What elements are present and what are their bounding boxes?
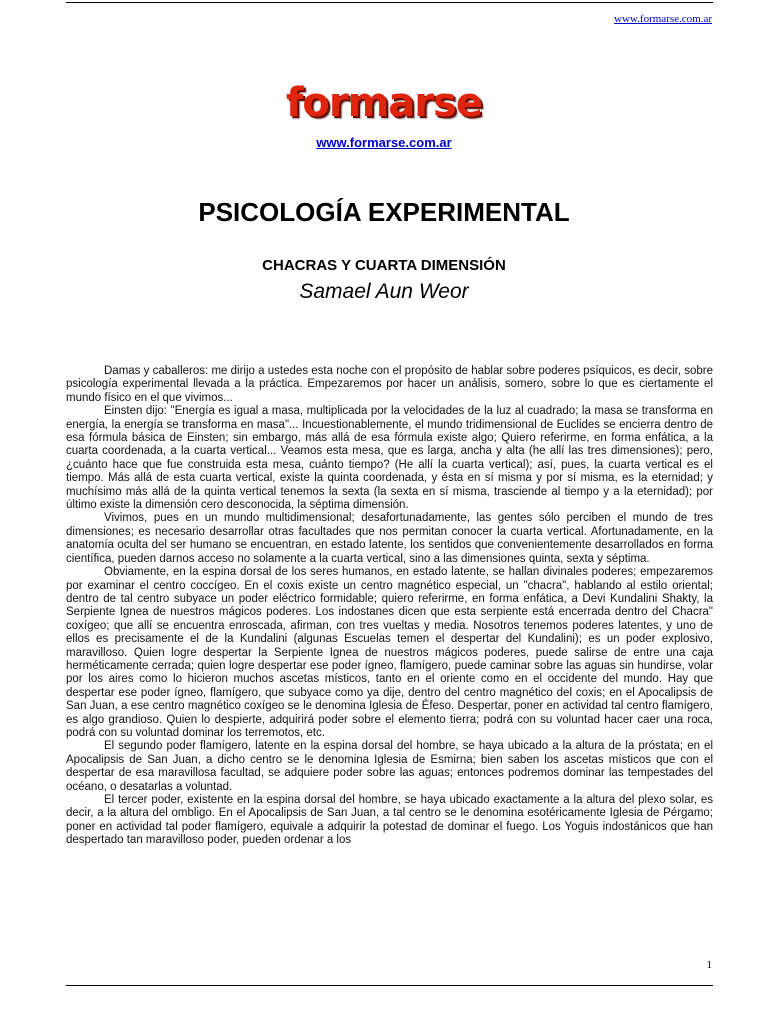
paragraph: Einsten dijo: "Energía es igual a masa, multiplicada por la velocidades de la luz al cuadrado; la masa se transforma en energía, la energía se transforma en masa"... Incuestionablemente, el mundo tridimensional de Euclides se encierra dentro de esa fórmula básica de Einsten; sin embargo, más allá de esa fórmula existe algo; Quiero referirme, en forma enfática, a la cuarta coordenada, a la cuarta vertical... Veamos esta mesa, que es larga, ancha y alta (he allí las tres dimensiones); pero, ¿cuánto hace que fue construida esta mesa, cuánto tiempo? (He allí la cuarta vertical); así, pues, la cuarta vertical es el tiempo. Más allá de esta cuarta vertical, existe la quinta coordenada, y ésta en sí misma y por sí misma, es la eternidad; y muchísimo más allá de la quinta vertical tenemos la sexta (la sexta en sí misma, trasciende al tiempo y a la eternidad); por último existe la dimensión cero desconocida, la séptima dimensión. xyxy=(66,405,713,512)
logo-text: formarse xyxy=(286,80,482,126)
paragraph: Obviamente, en la espina dorsal de los seres humanos, en estado latente, se hallan divinales poderes; empezaremos por examinar el centro coccígeo. En el coxis existe un centro magnético especial, un "chacra", hablando al estilo oriental; dentro de tal centro subyace un poder eléctrico formidable; quiero referirme, en forma enfática, a Devi Kundalini Shakty, la Serpiente Ignea de nuestros mágicos poderes. Los indostanes dicen que esta serpiente está encerrada dentro del Chacra" coxígeo; que allí se encuentra enroscada, afirman, con tres vueltas y media. Nosotros tenemos poderes latentes, y uno de ellos es precisamente el de la Kundalini (algunas Escuelas temen el despertar del Kundalini); es un poder explosivo, maravilloso. Quien logre despertar la Serpiente Ignea de nuestros mágicos poderes, puede salirse de entre una caja herméticamente cerrada; quien logre despertar ese poder ígneo, flamígero, puede caminar sobre las aguas sin hundirse, volar por los aires como lo hicieron muchos ascetas místicos, tanto en el oriente como en el occidente del mundo. Hay que despertar ese poder ígneo, flamígero, que subyace como ya dije, dentro del centro magnético del coxis; en el Apocalipsis de San Juan, a ese centro magnético coxígeo se le denomina Iglesia de Éfeso. Despertar, poner en actividad tal centro flamígero, es algo grandioso. Quien lo despierte, adquirirá poder sobre el elemento tierra; podrá con su voluntad hacer caer una roca, podrá con su voluntad dominar los terremotos, etc. xyxy=(66,566,713,739)
paragraph: El segundo poder flamígero, latente en la espina dorsal del hombre, se haya ubicado a la altura de la próstata; en el Apocalipsis de San Juan, a dicho centro se le denomina Iglesia de Esmirna; bien saben los ascetas místicos que con el despertar de esa maravillosa facultad, se adquiere poder sobre las aguas; entonces podremos dominar las tempestades del océano, o desatarlas a voluntad. xyxy=(66,740,713,793)
document-subtitle: CHACRAS Y CUARTA DIMENSIÓN xyxy=(262,257,506,274)
page-number: 1 xyxy=(706,959,712,971)
document-title: PSICOLOGÍA EXPERIMENTAL xyxy=(198,197,570,227)
paragraph: El tercer poder, existente en la espina dorsal del hombre, se haya ubicado exactamente a la altura del plexo solar, es decir, a la altura del ombligo. En el Apocalipsis de San Juan, a tal centro se le denomina esotéricamente Iglesia de Pérgamo; poner en actividad tal poder flamígero, equivale a adquirir la potestad de dominar el fuego. Los Yoguis indostánicos que han despertado tan maravilloso poder, pueden ordenar a los xyxy=(66,794,713,847)
bottom-rule xyxy=(66,985,713,986)
paragraph: Damas y caballeros: me dirijo a ustedes esta noche con el propósito de hablar sobre poderes psíquicos, es decir, sobre psicología experimental llevada a la práctica. Empezaremos por hacer un análisis, somero, sobre lo que es ciertamente el mundo físico en el que vivimos... xyxy=(66,365,713,404)
site-link[interactable]: www.formarse.com.ar xyxy=(316,135,452,150)
top-rule xyxy=(66,2,713,3)
document-author: Samael Aun Weor xyxy=(299,280,469,303)
paragraph: Vivimos, pues en un mundo multidimensional; desafortunadamente, las gentes sólo perciben el mundo de tres dimensiones; es necesario desarrollar otras facultades que nos permitan conocer la cuarta vertical. Afortunadamente, en la anatomía oculta del ser humano se encuentran, en estado latente, los sentidos que convenientemente desarrollados en forma científica, pueden darnos acceso no solamente a la cuarta vertical, sino a las dimensiones quinta, sexta y séptima. xyxy=(66,512,713,565)
body-text xyxy=(66,365,713,848)
header-url-link[interactable]: www.formarse.com.ar xyxy=(614,13,712,25)
formarse-logo[interactable] xyxy=(0,80,768,126)
